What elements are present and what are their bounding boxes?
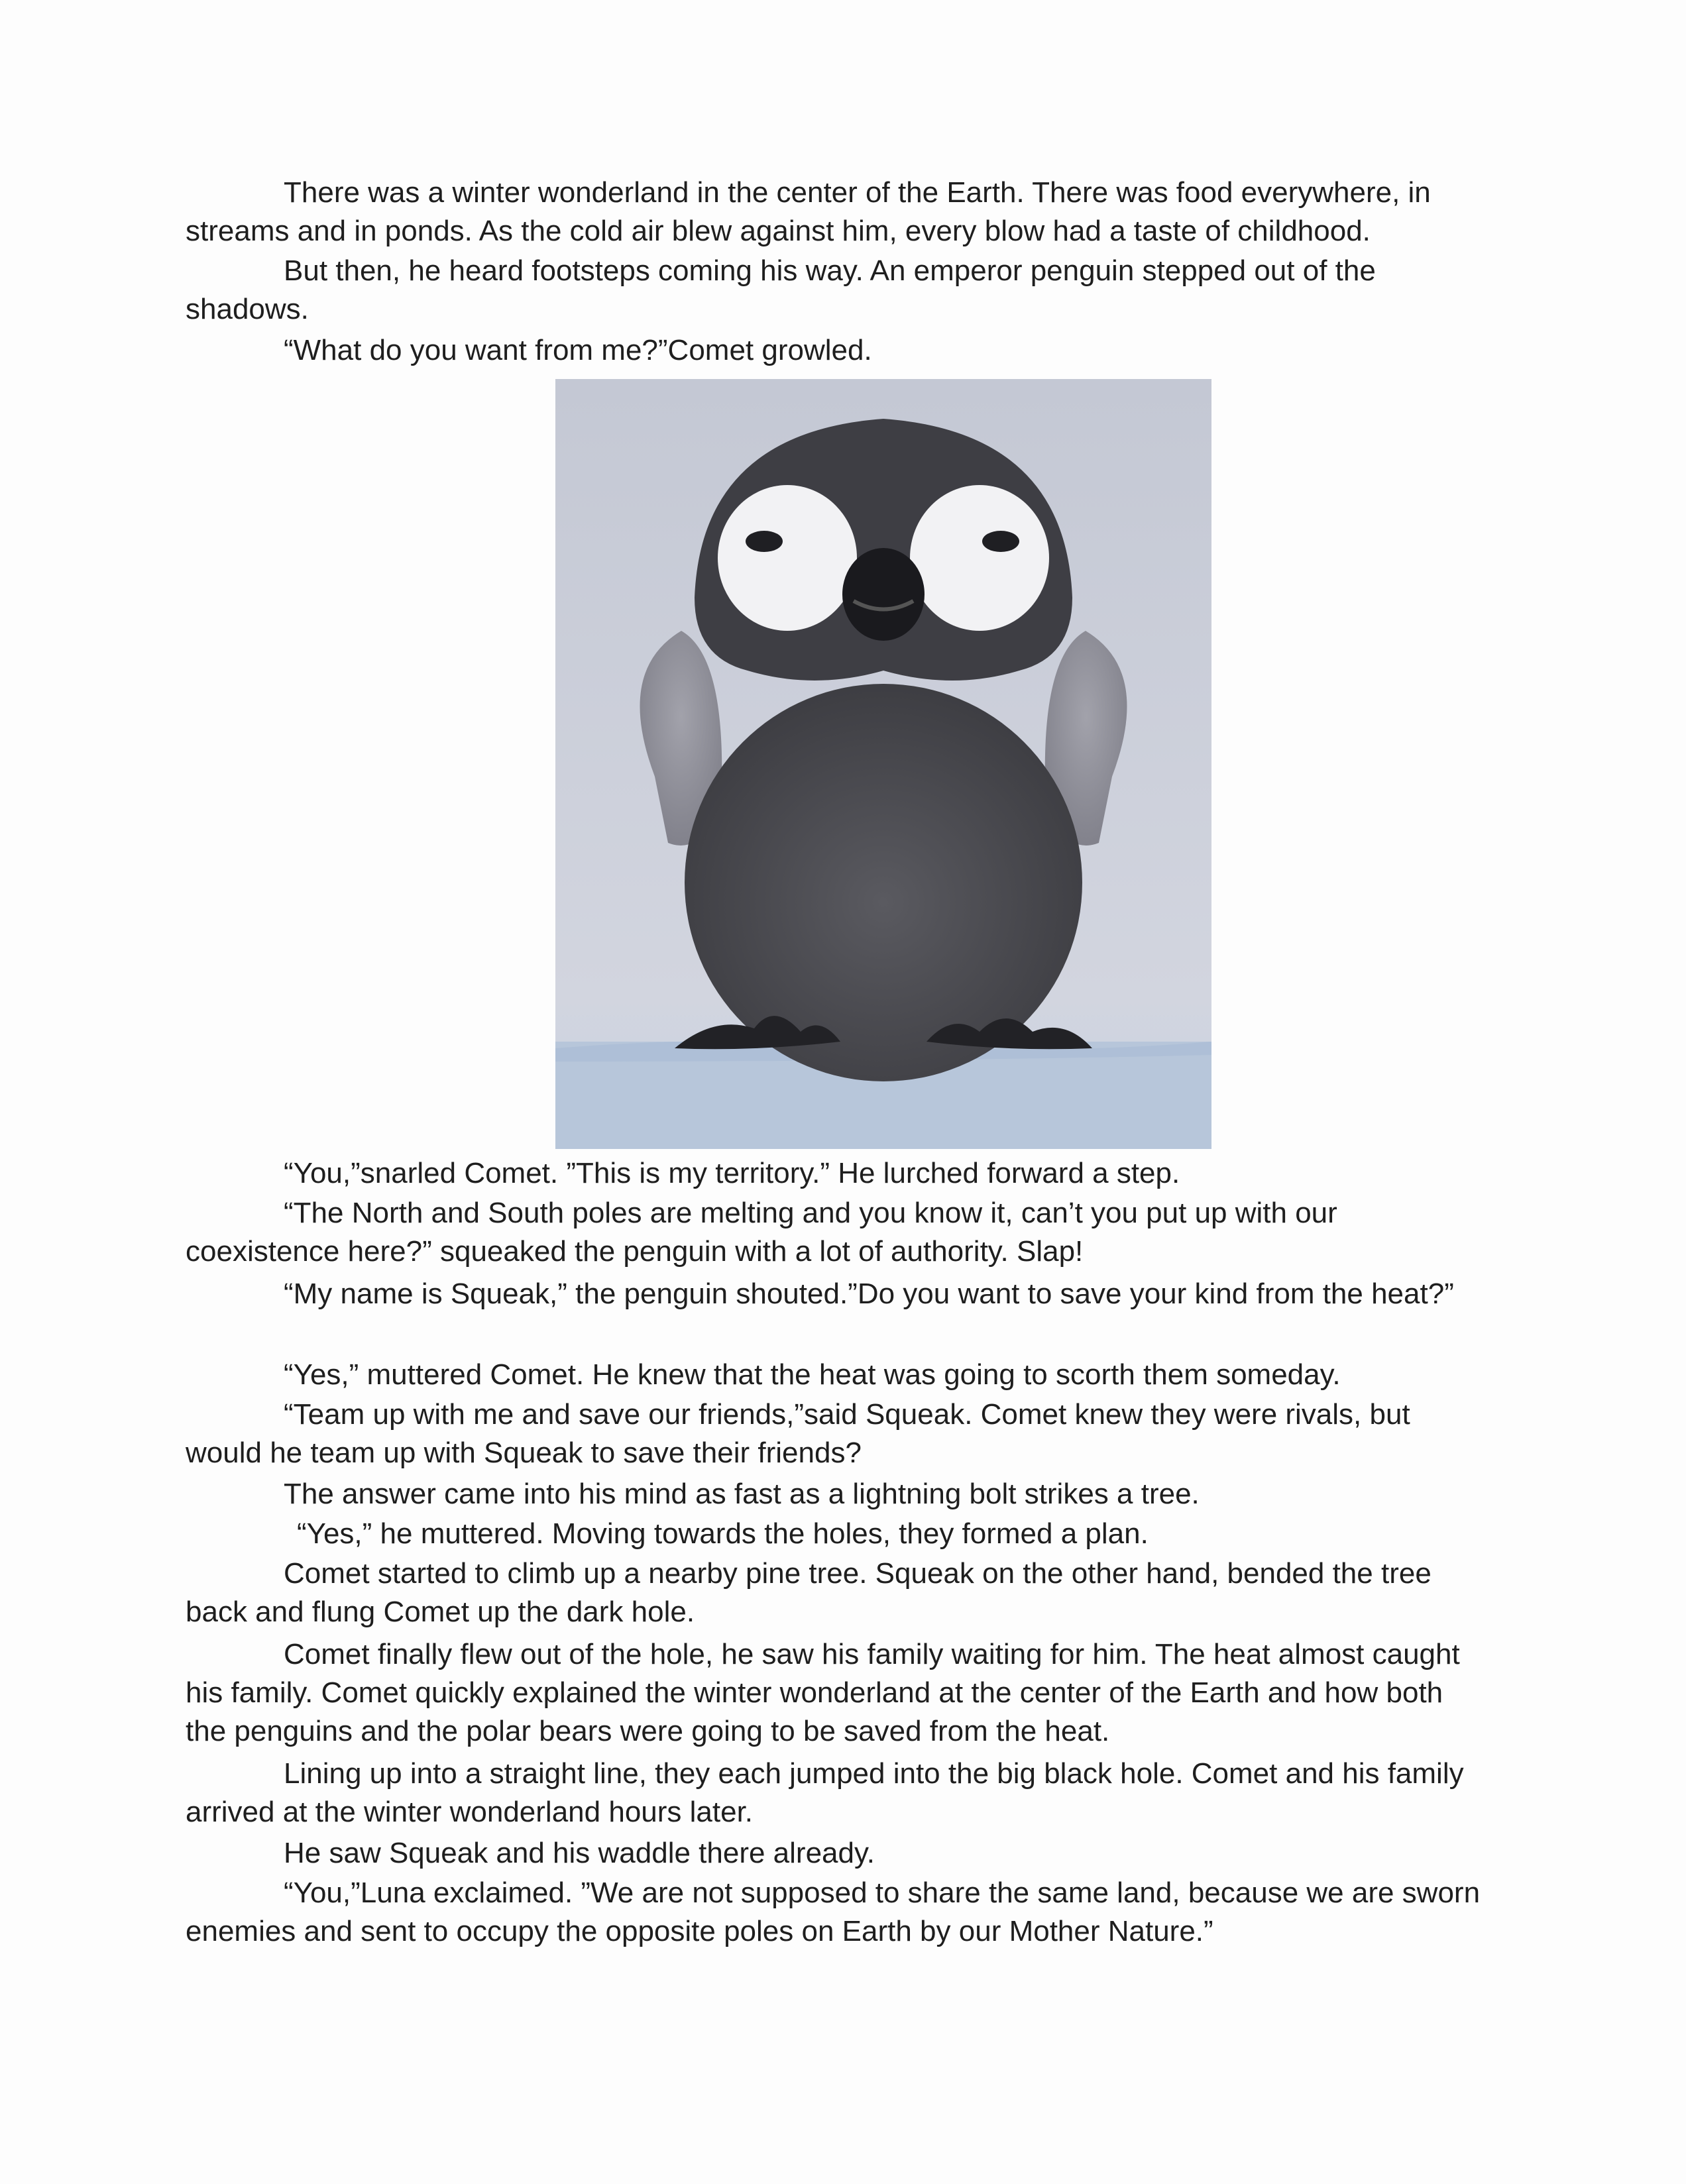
paragraph-flew-out: Comet finally flew out of the hole, he saw his family waiting for him. The heat almost caught his family. Comet quickly explained the winter wonderland at the center of the Earth and how both the penguins and the polar bears were going to be saved from the heat. <box>186 1638 1460 1747</box>
paragraph-climb-pine-tree: Comet started to climb up a nearby pine tree. Squeak on the other hand, bended the tree back and flung Comet up the dark hole. <box>186 1557 1432 1628</box>
paragraph-lining-up: Lining up into a straight line, they each jumped into the big black hole. Comet and his family arrived at the winter wonderland hours later. <box>186 1757 1464 1828</box>
paragraph-luna-exclaimed: “You,”Luna exclaimed. ”We are not supposed to share the same land, because we are sworn enemies and sent to occupy the opposite poles on Earth by our Mother Nature.” <box>186 1877 1481 1947</box>
paragraph-you-snarled: “You,”snarled Comet. ”This is my territory.” He lurched forward a step. <box>284 1157 1180 1189</box>
paragraph-footsteps: But then, he heard footsteps coming his way. An emperor penguin stepped out of the shadows. <box>186 254 1376 325</box>
paragraph-winter-wonderland: There was a winter wonderland in the center of the Earth. There was food everywhere, in streams and in ponds. As the cold air blew against him, every blow had a taste of childhood. <box>186 176 1431 247</box>
paragraph-team-up: “Team up with me and save our friends,”said Squeak. Comet knew they were rivals, but would he team up with Squeak to save their friends? <box>186 1398 1410 1469</box>
right-eye <box>982 531 1019 552</box>
penguin-drawing-svg <box>555 379 1211 1149</box>
penguin-illustration <box>555 379 1211 1149</box>
paragraph-my-name-is-squeak: “My name is Squeak,” the penguin shouted.”Do you want to save your kind from the heat?” <box>284 1278 1454 1310</box>
left-eye <box>746 531 783 552</box>
paragraph-poles-melting: “The North and South poles are melting and you know it, can’t you put up with our coexistence here?” squeaked the penguin with a lot of authority. Slap! <box>186 1197 1337 1268</box>
penguin-body <box>685 684 1082 1081</box>
paragraph-answer-came: The answer came into his mind as fast as a lightning bolt strikes a tree. <box>284 1478 1200 1510</box>
beak <box>842 548 925 641</box>
paragraph-yes-muttered: “Yes,” muttered Comet. He knew that the heat was going to scorth them someday. <box>284 1358 1341 1391</box>
paragraph-comet-growled: “What do you want from me?”Comet growled. <box>284 334 872 366</box>
paragraph-yes-he-muttered: “Yes,” he muttered. Moving towards the holes, they formed a plan. <box>297 1517 1149 1550</box>
left-face-patch <box>718 485 857 631</box>
right-face-patch <box>910 485 1049 631</box>
paragraph-saw-squeak: He saw Squeak and his waddle there already. <box>284 1837 875 1869</box>
